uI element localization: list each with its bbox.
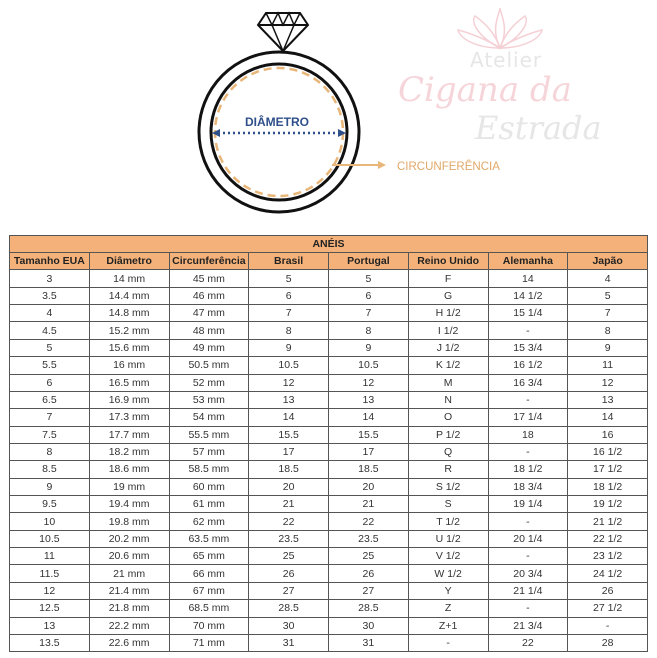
table-cell: 5 bbox=[568, 287, 648, 304]
table-cell: 9 bbox=[329, 339, 409, 356]
table-cell: 6.5 bbox=[10, 391, 90, 408]
table-row bbox=[10, 305, 648, 322]
table-cell: 19.4 mm bbox=[89, 496, 169, 513]
table-cell: 21 bbox=[329, 496, 409, 513]
table-cell: F bbox=[408, 270, 488, 287]
table-cell: 17 1/4 bbox=[488, 409, 568, 426]
table-cell: 21 3/4 bbox=[488, 617, 568, 634]
table-cell: 9 bbox=[249, 339, 329, 356]
table-cell: 68.5 mm bbox=[169, 600, 249, 617]
table-cell: 27 bbox=[249, 582, 329, 599]
table-cell: 23 1/2 bbox=[568, 548, 648, 565]
table-cell: 54 mm bbox=[169, 409, 249, 426]
table-cell: 52 mm bbox=[169, 374, 249, 391]
table-cell: 13 bbox=[329, 391, 409, 408]
table-row bbox=[10, 548, 648, 565]
table-cell: 49 mm bbox=[169, 339, 249, 356]
table-cell: 18.5 bbox=[249, 461, 329, 478]
table-cell: 10 bbox=[10, 513, 90, 530]
table-cell: 18 1/2 bbox=[568, 478, 648, 495]
table-cell: 22 bbox=[488, 634, 568, 651]
table-cell: 28 bbox=[568, 634, 648, 651]
table-cell: 8 bbox=[568, 322, 648, 339]
table-row bbox=[10, 565, 648, 582]
table-cell: 18.6 mm bbox=[89, 461, 169, 478]
table-cell: 8 bbox=[249, 322, 329, 339]
table-cell: H 1/2 bbox=[408, 305, 488, 322]
table-row bbox=[10, 478, 648, 495]
table-cell: 16 1/2 bbox=[568, 443, 648, 460]
table-cell: 19 mm bbox=[89, 478, 169, 495]
table-cell: 50.5 mm bbox=[169, 357, 249, 374]
table-cell: 58.5 mm bbox=[169, 461, 249, 478]
table-row bbox=[10, 600, 648, 617]
table-cell: 8 bbox=[10, 443, 90, 460]
table-cell: 16 1/2 bbox=[488, 357, 568, 374]
table-cell: 30 bbox=[249, 617, 329, 634]
table-row bbox=[10, 617, 648, 634]
lotus-logo-icon bbox=[458, 8, 542, 48]
table-cell: 48 mm bbox=[169, 322, 249, 339]
table-cell: 25 bbox=[249, 548, 329, 565]
table-cell: 22 bbox=[249, 513, 329, 530]
table-cell: 9 bbox=[10, 478, 90, 495]
table-cell: 3 bbox=[10, 270, 90, 287]
table-cell: 20.6 mm bbox=[89, 548, 169, 565]
table-cell: 14 mm bbox=[89, 270, 169, 287]
table-cell: 8 bbox=[329, 322, 409, 339]
table-cell: 28.5 bbox=[329, 600, 409, 617]
table-cell: P 1/2 bbox=[408, 426, 488, 443]
table-cell: 46 mm bbox=[169, 287, 249, 304]
table-cell: 11 bbox=[10, 548, 90, 565]
table-row bbox=[10, 426, 648, 443]
table-cell: 15.5 bbox=[329, 426, 409, 443]
table-cell: R bbox=[408, 461, 488, 478]
table-cell: 23.5 bbox=[329, 530, 409, 547]
table-cell: J 1/2 bbox=[408, 339, 488, 356]
table-cell: 23.5 bbox=[249, 530, 329, 547]
table-cell: 10.5 bbox=[10, 530, 90, 547]
table-cell: 5 bbox=[10, 339, 90, 356]
table-cell: 16 bbox=[568, 426, 648, 443]
table-cell: 16.5 mm bbox=[89, 374, 169, 391]
table-title: ANÉIS bbox=[10, 236, 648, 253]
table-cell: Y bbox=[408, 582, 488, 599]
table-cell: 26 bbox=[568, 582, 648, 599]
table-cell: 14.8 mm bbox=[89, 305, 169, 322]
table-cell: 28.5 bbox=[249, 600, 329, 617]
table-cell: 14 bbox=[488, 270, 568, 287]
ring-size-table bbox=[9, 235, 648, 652]
table-cell: 6 bbox=[249, 287, 329, 304]
table-cell: 27 1/2 bbox=[568, 600, 648, 617]
table-cell: 14 bbox=[329, 409, 409, 426]
table-cell: 12 bbox=[329, 374, 409, 391]
table-cell: 14 1/2 bbox=[488, 287, 568, 304]
column-header: Tamanho EUA bbox=[10, 253, 90, 270]
table-cell: M bbox=[408, 374, 488, 391]
table-cell: 67 mm bbox=[169, 582, 249, 599]
table-cell: 57 mm bbox=[169, 443, 249, 460]
table-cell: 15.6 mm bbox=[89, 339, 169, 356]
table-cell: 63.5 mm bbox=[169, 530, 249, 547]
table-cell: 55.5 mm bbox=[169, 426, 249, 443]
table-cell: 17 bbox=[249, 443, 329, 460]
table-cell: 5 bbox=[329, 270, 409, 287]
circumference-arrow bbox=[378, 161, 386, 169]
table-cell: - bbox=[488, 443, 568, 460]
table-cell: 13 bbox=[568, 391, 648, 408]
table-cell: 21.4 mm bbox=[89, 582, 169, 599]
column-header: Alemanha bbox=[488, 253, 568, 270]
table-cell: 16 mm bbox=[89, 357, 169, 374]
table-cell: 24 1/2 bbox=[568, 565, 648, 582]
table-cell: 17 bbox=[329, 443, 409, 460]
table-cell: 11 bbox=[568, 357, 648, 374]
table-cell: - bbox=[568, 617, 648, 634]
table-cell: 14 bbox=[249, 409, 329, 426]
table-cell: 22 bbox=[329, 513, 409, 530]
table-cell: 10.5 bbox=[249, 357, 329, 374]
table-row bbox=[10, 391, 648, 408]
column-header: Reino Unido bbox=[408, 253, 488, 270]
table-cell: 16 3/4 bbox=[488, 374, 568, 391]
table-cell: 22.6 mm bbox=[89, 634, 169, 651]
table-cell: 21 mm bbox=[89, 565, 169, 582]
table-cell: U 1/2 bbox=[408, 530, 488, 547]
table-cell: S 1/2 bbox=[408, 478, 488, 495]
table-cell: 4 bbox=[568, 270, 648, 287]
table-cell: 15.5 bbox=[249, 426, 329, 443]
table-cell: 9 bbox=[568, 339, 648, 356]
table-cell: 20.2 mm bbox=[89, 530, 169, 547]
diamond-icon bbox=[258, 13, 308, 51]
table-cell: 12 bbox=[249, 374, 329, 391]
table-cell: 47 mm bbox=[169, 305, 249, 322]
circumference-label: CIRCUNFERÊNCIA bbox=[397, 161, 500, 173]
table-cell: 3.5 bbox=[10, 287, 90, 304]
table-cell: W 1/2 bbox=[408, 565, 488, 582]
table-cell: 18 bbox=[488, 426, 568, 443]
table-cell: 20 bbox=[329, 478, 409, 495]
table-cell: 18.5 bbox=[329, 461, 409, 478]
table-cell: I 1/2 bbox=[408, 322, 488, 339]
table-cell: 71 mm bbox=[169, 634, 249, 651]
table-cell: 6 bbox=[10, 374, 90, 391]
table-row bbox=[10, 374, 648, 391]
table-cell: 13 bbox=[249, 391, 329, 408]
table-cell: 60 mm bbox=[169, 478, 249, 495]
column-header: Brasil bbox=[249, 253, 329, 270]
table-cell: 53 mm bbox=[169, 391, 249, 408]
table-cell: 21.8 mm bbox=[89, 600, 169, 617]
table-row bbox=[10, 409, 648, 426]
table-cell: 45 mm bbox=[169, 270, 249, 287]
table-cell: 21 1/4 bbox=[488, 582, 568, 599]
table-cell: 12 bbox=[568, 374, 648, 391]
table-cell: T 1/2 bbox=[408, 513, 488, 530]
table-row bbox=[10, 582, 648, 599]
table-row bbox=[10, 322, 648, 339]
table-cell: 26 bbox=[329, 565, 409, 582]
table-cell: 18.2 mm bbox=[89, 443, 169, 460]
table-cell: 7 bbox=[329, 305, 409, 322]
table-cell: - bbox=[488, 513, 568, 530]
table-cell: 26 bbox=[249, 565, 329, 582]
table-cell: - bbox=[488, 548, 568, 565]
table-cell: 15 1/4 bbox=[488, 305, 568, 322]
table-cell: - bbox=[488, 322, 568, 339]
table-cell: 14 bbox=[568, 409, 648, 426]
watermark-line3: Estrada bbox=[475, 109, 602, 147]
table-cell: 20 bbox=[249, 478, 329, 495]
table-cell: 13 bbox=[10, 617, 90, 634]
table-cell: 17.7 mm bbox=[89, 426, 169, 443]
table-cell: 20 3/4 bbox=[488, 565, 568, 582]
table-cell: 4 bbox=[10, 305, 90, 322]
table-cell: 21 bbox=[249, 496, 329, 513]
column-header: Portugal bbox=[329, 253, 409, 270]
table-row bbox=[10, 339, 648, 356]
watermark-line1: Atelier bbox=[470, 48, 543, 72]
table-cell: 6 bbox=[329, 287, 409, 304]
table-row bbox=[10, 443, 648, 460]
table-cell: 5 bbox=[249, 270, 329, 287]
table-cell: 62 mm bbox=[169, 513, 249, 530]
table-row bbox=[10, 461, 648, 478]
table-cell: O bbox=[408, 409, 488, 426]
table-row bbox=[10, 287, 648, 304]
table-cell: Q bbox=[408, 443, 488, 460]
table-cell: 13.5 bbox=[10, 634, 90, 651]
table-row bbox=[10, 513, 648, 530]
table-cell: 31 bbox=[329, 634, 409, 651]
table-row bbox=[10, 530, 648, 547]
table-cell: 19.8 mm bbox=[89, 513, 169, 530]
table-cell: K 1/2 bbox=[408, 357, 488, 374]
table-cell: 19 1/4 bbox=[488, 496, 568, 513]
table-cell: V 1/2 bbox=[408, 548, 488, 565]
table-cell: 66 mm bbox=[169, 565, 249, 582]
column-header: Diâmetro bbox=[89, 253, 169, 270]
table-row bbox=[10, 357, 648, 374]
table-cell: 9.5 bbox=[10, 496, 90, 513]
table-cell: - bbox=[408, 634, 488, 651]
table-cell: - bbox=[488, 600, 568, 617]
table-cell: 14.4 mm bbox=[89, 287, 169, 304]
table-cell: 16.9 mm bbox=[89, 391, 169, 408]
table-cell: 17 1/2 bbox=[568, 461, 648, 478]
table-cell: 70 mm bbox=[169, 617, 249, 634]
table-cell: 30 bbox=[329, 617, 409, 634]
table-row bbox=[10, 634, 648, 651]
table-cell: 15.2 mm bbox=[89, 322, 169, 339]
table-cell: 18 3/4 bbox=[488, 478, 568, 495]
table-cell: 11.5 bbox=[10, 565, 90, 582]
table-cell: Z+1 bbox=[408, 617, 488, 634]
table-cell: 61 mm bbox=[169, 496, 249, 513]
table-cell: N bbox=[408, 391, 488, 408]
table-cell: 12.5 bbox=[10, 600, 90, 617]
table-cell: 27 bbox=[329, 582, 409, 599]
table-cell: 7.5 bbox=[10, 426, 90, 443]
table-cell: - bbox=[488, 391, 568, 408]
table-cell: 17.3 mm bbox=[89, 409, 169, 426]
table-cell: 18 1/2 bbox=[488, 461, 568, 478]
table-cell: 7 bbox=[10, 409, 90, 426]
column-header: Japão bbox=[568, 253, 648, 270]
table-cell: Z bbox=[408, 600, 488, 617]
table-cell: 65 mm bbox=[169, 548, 249, 565]
table-cell: 20 1/4 bbox=[488, 530, 568, 547]
table-cell: 8.5 bbox=[10, 461, 90, 478]
table-cell: 25 bbox=[329, 548, 409, 565]
table-row bbox=[10, 270, 648, 287]
table-row bbox=[10, 496, 648, 513]
watermark-line2: Cigana da bbox=[398, 70, 572, 110]
table-cell: 7 bbox=[249, 305, 329, 322]
table-cell: 21 1/2 bbox=[568, 513, 648, 530]
table-cell: 4.5 bbox=[10, 322, 90, 339]
table-cell: 12 bbox=[10, 582, 90, 599]
diameter-label: DIÂMETRO bbox=[245, 115, 309, 129]
table-cell: 5.5 bbox=[10, 357, 90, 374]
table-cell: 15 3/4 bbox=[488, 339, 568, 356]
table-cell: G bbox=[408, 287, 488, 304]
table-cell: 22.2 mm bbox=[89, 617, 169, 634]
table-cell: 19 1/2 bbox=[568, 496, 648, 513]
column-header: Circunferência bbox=[169, 253, 249, 270]
table-cell: S bbox=[408, 496, 488, 513]
table-cell: 7 bbox=[568, 305, 648, 322]
table-cell: 22 1/2 bbox=[568, 530, 648, 547]
table-cell: 31 bbox=[249, 634, 329, 651]
table-cell: 10.5 bbox=[329, 357, 409, 374]
